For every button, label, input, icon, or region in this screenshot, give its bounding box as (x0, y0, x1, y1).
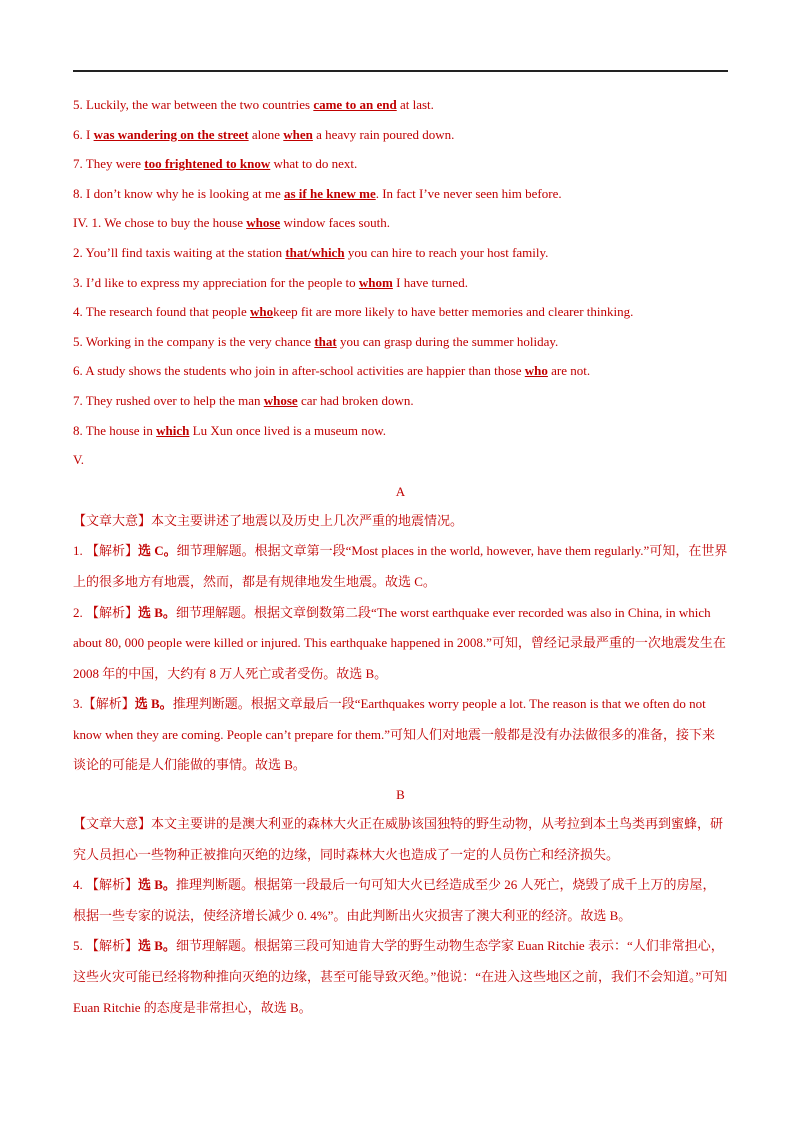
explanation-item: 2. 【解析】选 B。细节理解题。根据文章倒数第二段“The worst earthquake ever recorded was also in China, in which about 80, 000 people were killed or injured. This earthquake happened in 2008.”可知，曾经记录最严重的一次地震发生在 2008 年的中国，大约有 8 万人死亡或者受伤。故选 B。 (73, 604, 726, 681)
answer-blank: who (524, 363, 548, 379)
answer-blank: was wandering on the street (93, 126, 249, 142)
section-a-heading: A (395, 483, 406, 499)
answer-line: 8. I don’t know why he is looking at me as if he knew me. In fact I’ve never seen him before. (73, 182, 728, 212)
answer-blank: which (156, 422, 190, 438)
answer-line: 5. Luckily, the war between the two countries came to an end at last. (73, 93, 728, 123)
header-rule (73, 70, 728, 72)
answer-line: 6. A study shows the students who join in after-school activities are happier than those who are not. (73, 359, 728, 389)
answer-blank: who (250, 304, 274, 320)
explanation-item: 5. 【解析】选 B。细节理解题。根据第三段可知迪肯大学的野生动物生态学家 Euan Ritchie 表示：“人们非常担心，这些火灾可能已经将物种推向灭绝的边缘，甚至可能导致灭绝。”他说：“在进入这些地区之前，我们不会知道。”可知 Euan Ritchie 的态度是非常担心，故选 B。 (73, 938, 728, 1015)
answer-blank: too frightened to know (144, 156, 271, 172)
answer-line: 8. The house in which Lu Xun once lived is a museum now. (73, 419, 728, 449)
answer-blank: whom (358, 274, 393, 290)
answer-line: 2. You’ll find taxis waiting at the station that/which you can hire to reach your host family. (73, 241, 728, 271)
explanation-item: 3.【解析】选 B。推理判断题。根据文章最后一段“Earthquakes worry people a lot. The reason is that we often do not know when they are coming. People can’t prepare for them.”可知人们对地震一般都是没有办法做很多的准备，接下来谈论的可能是人们能做的事情。故选 B。 (73, 696, 716, 773)
answer-line: 3. I’d like to express my appreciation for the people to whom I have turned. (73, 271, 728, 301)
answer-line: 5. Working in the company is the very chance that you can grasp during the summer holiday. (73, 330, 728, 360)
answer-blank: whose (246, 215, 281, 231)
answer-blank: came to an end (313, 97, 397, 112)
answer-blank: that/which (285, 244, 345, 260)
answer-blank: that (314, 333, 337, 349)
answer-line: IV. 1. We chose to buy the house whose window faces south. (73, 211, 728, 241)
section-a-summary: 【文章大意】本文主要讲述了地震以及历史上几次严重的地震情况。 (73, 512, 464, 528)
explanation-item: 1. 【解析】选 C。细节理解题。根据文章第一段“Most places in the world, however, have them regularly.”可知，在世界上的很多地方有地震，然而，都是有规律地发生地震。故选 C。 (73, 543, 728, 589)
part-v-label: V. (73, 452, 84, 468)
answer-line: 7. They were too frightened to know what to do next. (73, 152, 728, 182)
answer-blank: when (283, 126, 313, 142)
answer-line: 6. I was wandering on the street alone when a heavy rain poured down. (73, 123, 728, 153)
answer-document (73, 93, 728, 1023)
section-b-heading: B (396, 787, 405, 803)
answer-blank: as if he knew me (284, 185, 376, 201)
explanation-item: 4. 【解析】选 B。推理判断题。根据第一段最后一句可知大火已经造成至少 26 人死亡，烧毁了成千上万的房屋， 根据一些专家的说法，使经济增长减少 0. 4%”。由此判断出火灾损害了澳大利亚的经济。故选 B。 (73, 877, 716, 923)
answer-blank: whose (263, 392, 298, 408)
answer-line: 4. The research found that people whokeep fit are more likely to have better memories and clearer thinking. (73, 300, 728, 330)
answer-line: 7. They rushed over to help the man whose car had broken down. (73, 389, 728, 419)
section-b-summary: 【文章大意】本文主要讲的是澳大利亚的森林大火正在威胁该国独特的野生动物，从考拉到本土鸟类再到蜜蜂，研究人员担心一些物种正被推向灭绝的边缘，同时森林大火也造成了一定的人员伤亡和经济损失。 (73, 816, 724, 862)
